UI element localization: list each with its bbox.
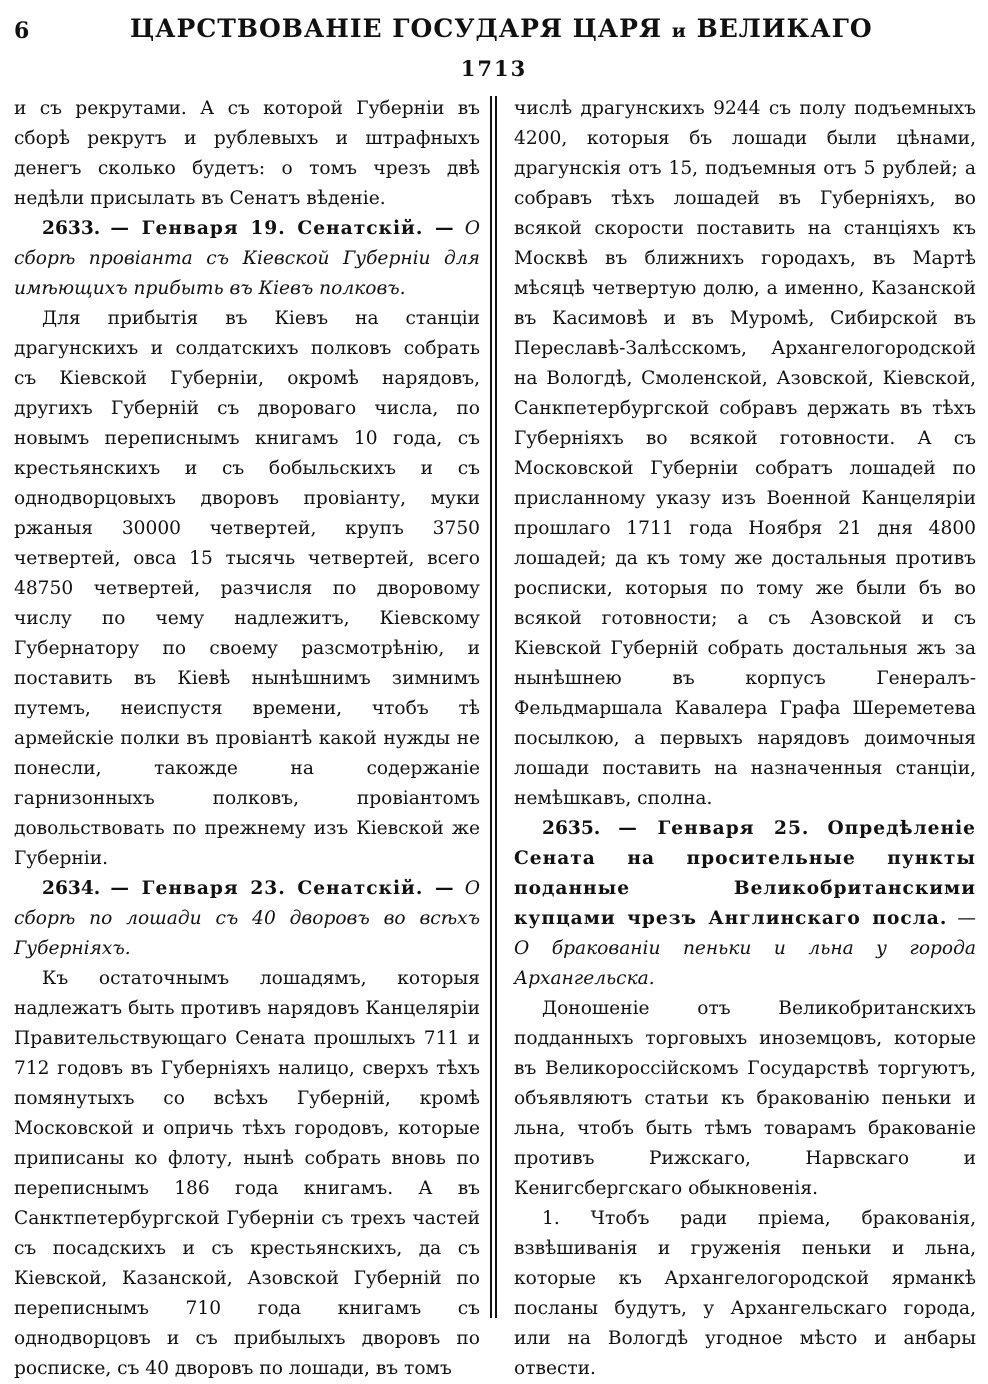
document-number: 2635. [542,818,601,839]
document-2635-point-1: 1. Чтобъ ради пріема, бракованія, взвѣшиванія и груженія пеньки и льна, которые къ Архангелогородской ярманкѣ посланы будутъ, у Архангельскаго города, или на Вологдѣ угодное мѣсто и анбары отвести. [514,1208,976,1379]
document-heading: Опредѣленіе Сената на просительные пункты поданные Великобританскими купцами чрезъ Англинскаго посла. [514,818,976,929]
year-heading: 1713 [460,56,528,81]
column-divider [495,96,497,1318]
right-column [514,94,976,1379]
document-2635-header [514,814,976,994]
document-2633-text: Для прибытія въ Кіевъ на станціи драгунскихъ и солдатскихъ полковъ собрать съ Кіевской Губерніи, окромѣ нарядовъ, другихъ Губерній съ двороваго числа, по новымъ переписнымъ книгамъ 10 года, съ крестьянскихъ и съ бобыльскихъ и съ однодворцовыхъ дворовъ провіанту, муки ржаныя 30000 четвертей, крупъ 3750 четвертей, овса 15 тысячь четвертей, всего 48750 четвертей, разчисля по дворовому числу по чему надлежитъ, Кіевскому Губернатору по своему разсмотрѣнію, и поставить въ Кіевѣ нынѣшнимъ зимнимъ путемъ, неиспустя времени, чтобъ тѣ армейскіе полки въ провіантѣ какой нужды не понесли, такожде на содержаніе гарнизонныхъ полковъ, провіантомъ довольствовать по прежнему изъ Кіевской же Губерніи. [14,308,480,869]
left-column [14,94,480,1379]
document-date: — Генваря 25. [618,818,810,839]
document-date: — Генваря 19. Сенатскій. — [110,218,455,239]
document-2635-text: Доношеніе отъ Великобританскихъ подданныхъ торговыхъ иноземцовъ, которые въ Великороссійскомъ Государствѣ торгуютъ, объявляютъ статьи къ бракованію пеньки и льна, чтобъ быть тѣмъ товарамъ бракованіе противъ Рижскаго, Нарвскаго и Кенигсбергскаго обыкновенія. [514,998,976,1199]
document-title: О сборѣ по лошади съ 40 дворовъ во всѣхъ Губерніяхъ. [14,878,480,959]
document-number: 2633. [42,218,101,239]
document-2634-header [14,874,480,964]
document-number: 2634. [42,878,101,899]
document-2634-text: Къ остаточнымъ лошадямъ, которыя надлежатъ быть противъ нарядовъ Канцеляріи Правительствующаго Сената прошлыхъ 711 и 712 годовъ въ Губерніяхъ налицо, сверхъ тѣхъ помянутыхъ со всѣхъ Губерній, кромѣ Московской и опричь тѣхъ городовъ, которые приписаны ко флоту, нынѣ собрать вновь по переписнымъ 186 года книгамъ. А въ Санктпетербургской Губерніи съ трехъ частей съ посадскихъ и съ крестьянскихъ, да съ Кіевской, Казанской, Азовской Губерній по переписнымъ 710 года книгамъ съ однодворцовъ и съ прибылыхъ дворовъ по росписке, съ 40 дворовъ по лошади, въ томъ [14,968,480,1379]
continued-paragraph: и съ рекрутами. А съ которой Губерніи въ сборѣ рекрутъ и рублевыхъ и штрафныхъ денегъ сколько будетъ: о томъ чрезъ двѣ недѣли присылать въ Сенатъ вѣденіе. [14,98,480,209]
document-date: — Генваря 23. Сенатскій. — [110,878,455,899]
continued-paragraph: числѣ драгунскихъ 9244 съ полу подъемныхъ 4200, которыя бъ лошади были цѣнами, драгунскія отъ 15, подъемныя отъ 5 рублей; а собравъ тѣхъ лошадей въ Губерніяхъ, во всякой скорости поставить на станціяхъ къ Москвѣ въ ближнихъ городахъ, въ Мартѣ мѣсяцѣ четвертую долю, а именно, Казанской въ Касимовѣ и въ Муромѣ, Сибирской въ Переславѣ-Залѣсскомъ, Архангелогородской на Вологдѣ, Смоленской, Азовской, Кіевской, Санкпетербургской собравъ держать въ тѣхъ Губерніяхъ во всякой готовности. А съ Московской Губерніи собратъ лошадей по присланному указу изъ Военной Канцеляріи прошлаго 1711 года Ноября 21 дня 4800 лошадей; да къ тому же достальныя противъ росписки, которыя по тому же были бъ во всякой готовности; а съ Азовской и съ Кіевской Губерній собрать достальныя жъ за нынѣшнею въ корпусъ Генералъ-Фельдмаршала Кавалера Графа Шереметева посылкою, а первыхъ нарядовъ доимочныя лошади поставить на назначенныя станціи, немѣшкавъ, сполна. [514,98,976,809]
running-head-conj: и [671,20,687,42]
page-number: 6 [14,18,30,44]
document-title: О сборѣ провіанта съ Кіевской Губерніи для имѣющихъ прибыть въ Кіевъ полковъ. [14,218,480,299]
running-head-end: ВЕЛИКАГО [696,14,873,43]
document-2633-header [14,214,480,304]
running-head [130,14,873,43]
document-title: — О бракованіи пеньки и льна у города Архангельска. [514,908,976,989]
column-divider [490,96,492,1318]
running-head-main: ЦАРСТВОВАНІЕ ГОСУДАРЯ ЦАРЯ [130,14,663,43]
